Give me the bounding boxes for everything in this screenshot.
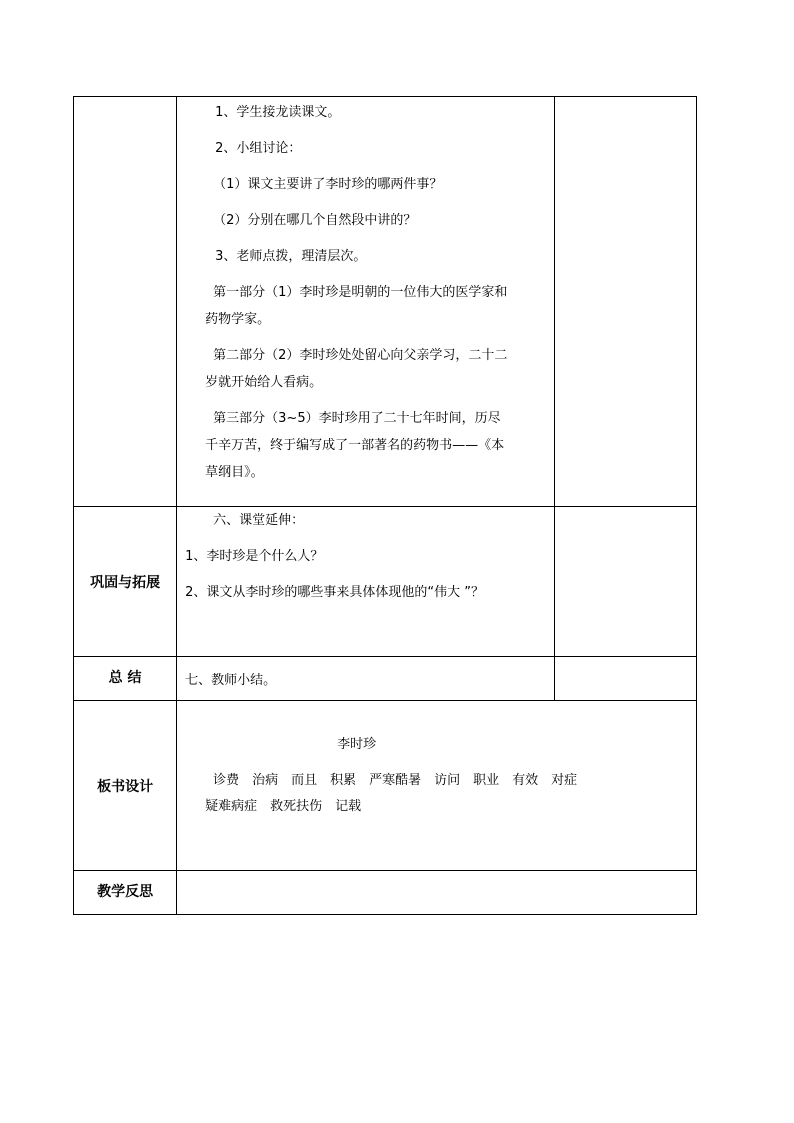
lesson-steps-row: [74, 97, 697, 507]
board-design-line-1: 诊费 治病 而且 积累 严寒酷暑 访问 职业 有效 对症: [213, 773, 578, 788]
reflection-content: [177, 871, 697, 915]
consolidation-question-2: 2、课文从李时珍的哪些事来具体体现他的“伟大 ”？: [185, 585, 485, 600]
board-design-content: [177, 701, 697, 871]
summary-label: 总 结: [74, 657, 177, 701]
consolidation-label: 巩固与拓展: [74, 507, 177, 657]
reflection-row: [74, 871, 697, 915]
lesson-steps-content: [177, 97, 555, 507]
part-3-line-1: 第三部分（3~5）李时珍用了二十七年时间，历尽: [213, 411, 501, 426]
summary-notes-cell: [554, 657, 696, 701]
board-design-label: 板书设计: [74, 701, 177, 871]
part-2-line-2: 岁就开始给人看病。: [205, 375, 323, 390]
board-design-line-2: 疑难病症 救死扶伤 记载: [205, 799, 362, 814]
step-item-2: 2、小组讨论：: [215, 141, 302, 156]
part-1-line-1: 第一部分（1）李时珍是明朝的一位伟大的医学家和: [213, 285, 508, 300]
board-design-row: [74, 701, 697, 871]
part-2-line-1: 第二部分（2）李时珍处处留心向父亲学习，二十二: [213, 348, 508, 363]
consolidation-row: [74, 507, 697, 657]
part-3-line-3: 草纲目》。: [205, 465, 264, 480]
reflection-label: 教学反思: [74, 871, 177, 915]
step-item-1: 1、学生接龙读课文。: [215, 105, 341, 120]
summary-content: [177, 657, 555, 701]
consolidation-content: [177, 507, 555, 657]
step-item-5: 3、老师点拨，理清层次。: [215, 249, 367, 264]
part-1-line-2: 药物学家。: [205, 312, 271, 327]
summary-text: 七、教师小结。: [185, 673, 277, 688]
part-3-line-2: 千辛万苦，终于编写成了一部著名的药物书——《本: [205, 438, 505, 453]
consolidation-notes-cell: [554, 507, 696, 657]
summary-row: [74, 657, 697, 701]
consolidation-question-1: 1、李时珍是个什么人？: [185, 549, 324, 564]
lesson-steps-notes-cell: [554, 97, 696, 507]
step-item-3: （1）课文主要讲了李时珍的哪两件事？: [213, 177, 443, 192]
step-item-4: （2）分别在哪几个自然段中讲的？: [213, 213, 417, 228]
lesson-steps-label-cell: [74, 97, 177, 507]
consolidation-heading: 六、课堂延伸：: [213, 513, 305, 528]
board-design-title: 李时珍: [337, 737, 377, 752]
lesson-plan-table: [73, 96, 697, 915]
